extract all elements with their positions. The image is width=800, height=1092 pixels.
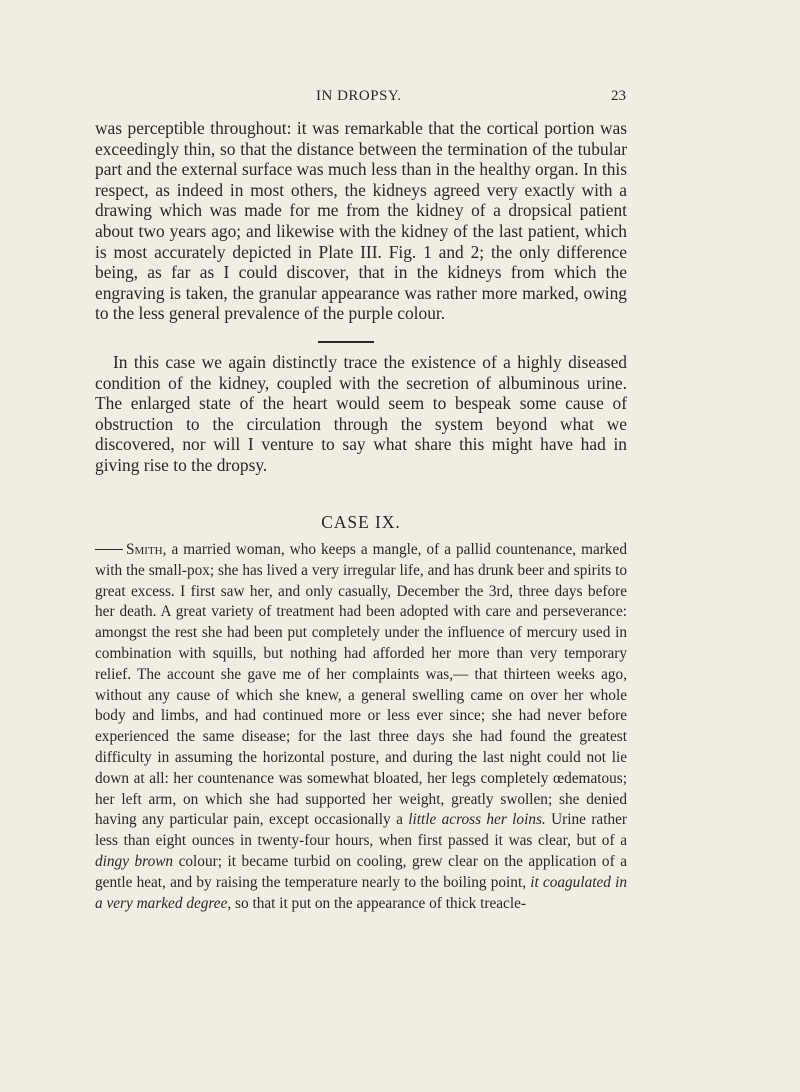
patient-name: Smith: [126, 541, 163, 558]
page-header: [96, 88, 626, 108]
case-italic-3: it coagulated in a very marked degree,: [95, 873, 627, 912]
continued-paragraph: [95, 118, 627, 324]
case-heading: CASE IX.: [321, 512, 401, 532]
section-divider: [318, 341, 374, 343]
commentary-section: [95, 352, 627, 476]
case-text-2: Urine rather less than eight ounces in twenty-four hours, when first passed it was clear, but of a: [95, 811, 627, 850]
page-number: 23: [611, 88, 626, 104]
case-italic-1: little across her loins.: [408, 811, 546, 829]
paragraph-kidney-description: was perceptible throughout: it was remarkable that the cortical portion was exceedingly thin, so that the distance between the termination of the tubular part and the external surface was much less than in the healthy organ. In this respect, as indeed in most others, the kidneys agreed very exactly with a drawing which was made for me from the kidney of a dropsical patient about two years ago; and likewise with the kidney of the last patient, which is most accurately depicted in Plate III. Fig. 1 and 2; the only difference being, as far as I could discover, that in the kidneys from which the engraving is taken, the granular appearance was rather more marked, owing to the less general prevalence of the purple colour.: [95, 118, 627, 324]
case-text-4: so that it put on the appearance of thick treacle-: [231, 894, 526, 912]
case-paragraph: [95, 540, 627, 914]
name-dash: [95, 549, 123, 550]
running-head: IN DROPSY.: [316, 88, 402, 104]
case-text-3: colour; it became turbid on cooling, grew clear on the application of a gentle heat, and by raising the temperature nearly to the boiling point,: [95, 852, 628, 891]
paragraph-commentary: In this case we again distinctly trace the existence of a highly diseased condition of the kidney, coupled with the secretion of albuminous urine. The enlarged state of the heart would seem to bespeak some cause of obstruction to the circulation through the system beyond what we discovered, nor will I venture to say what share this might have had in giving rise to the dropsy.: [95, 352, 627, 475]
case-section: [95, 540, 627, 914]
case-italic-2: dingy brown: [95, 852, 174, 870]
case-text-1: , a married woman, who keeps a mangle, of a pallid countenance, marked with the small-pox; she has lived a very irregular life, and has drunk beer and spirits to great excess. I first saw her, and only casually, December the 3rd, three days before her death. A great variety of treatment had been adopted with care and perseverance: amongst the rest she had been put completely under the influence of mercury used in combination with squills, but nothing had afforded her more than very temporary relief. The account she gave me of her complaints was,— that thirteen weeks ago, without any cause of which she knew, a general swelling came on over her whole body and limbs, and had continued more or less ever since; she had never before experienced the same disease; for the last three days she had found the greatest difficulty in assuming the horizontal posture, and during the last night could not lie down at all: her countenance was somewhat bloated, her legs completely œdematous; her left arm, on which she had supported her weight, greatly swollen; she denied having any particular pain, except occasionally a: [95, 541, 627, 829]
